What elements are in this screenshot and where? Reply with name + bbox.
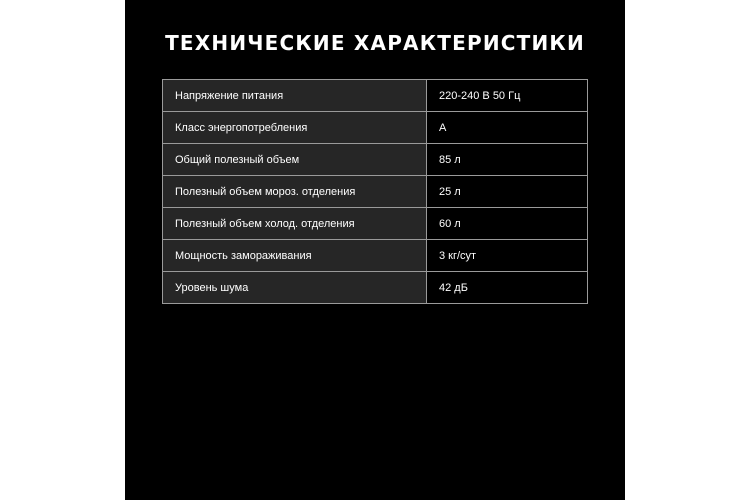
spec-label: Общий полезный объем	[163, 144, 427, 176]
table-row	[163, 272, 588, 304]
spec-value: A	[427, 112, 588, 144]
table-row	[163, 144, 588, 176]
spec-table	[162, 79, 588, 304]
spec-label: Класс энергопотребления	[163, 112, 427, 144]
spec-value: 220-240 В 50 Гц	[427, 80, 588, 112]
spec-value: 60 л	[427, 208, 588, 240]
spec-label: Мощность замораживания	[163, 240, 427, 272]
spec-value: 3 кг/сут	[427, 240, 588, 272]
spec-label: Полезный объем холод. отделения	[163, 208, 427, 240]
spec-label: Уровень шума	[163, 272, 427, 304]
table-row	[163, 240, 588, 272]
spec-label: Полезный объем мороз. отделения	[163, 176, 427, 208]
spec-label: Напряжение питания	[163, 80, 427, 112]
spec-value: 85 л	[427, 144, 588, 176]
table-row	[163, 208, 588, 240]
table-row	[163, 80, 588, 112]
page-title: ТЕХНИЧЕСКИЕ ХАРАКТЕРИСТИКИ	[165, 31, 585, 55]
table-row	[163, 112, 588, 144]
spec-value: 42 дБ	[427, 272, 588, 304]
spec-value: 25 л	[427, 176, 588, 208]
spec-panel	[125, 0, 625, 500]
table-row	[163, 176, 588, 208]
